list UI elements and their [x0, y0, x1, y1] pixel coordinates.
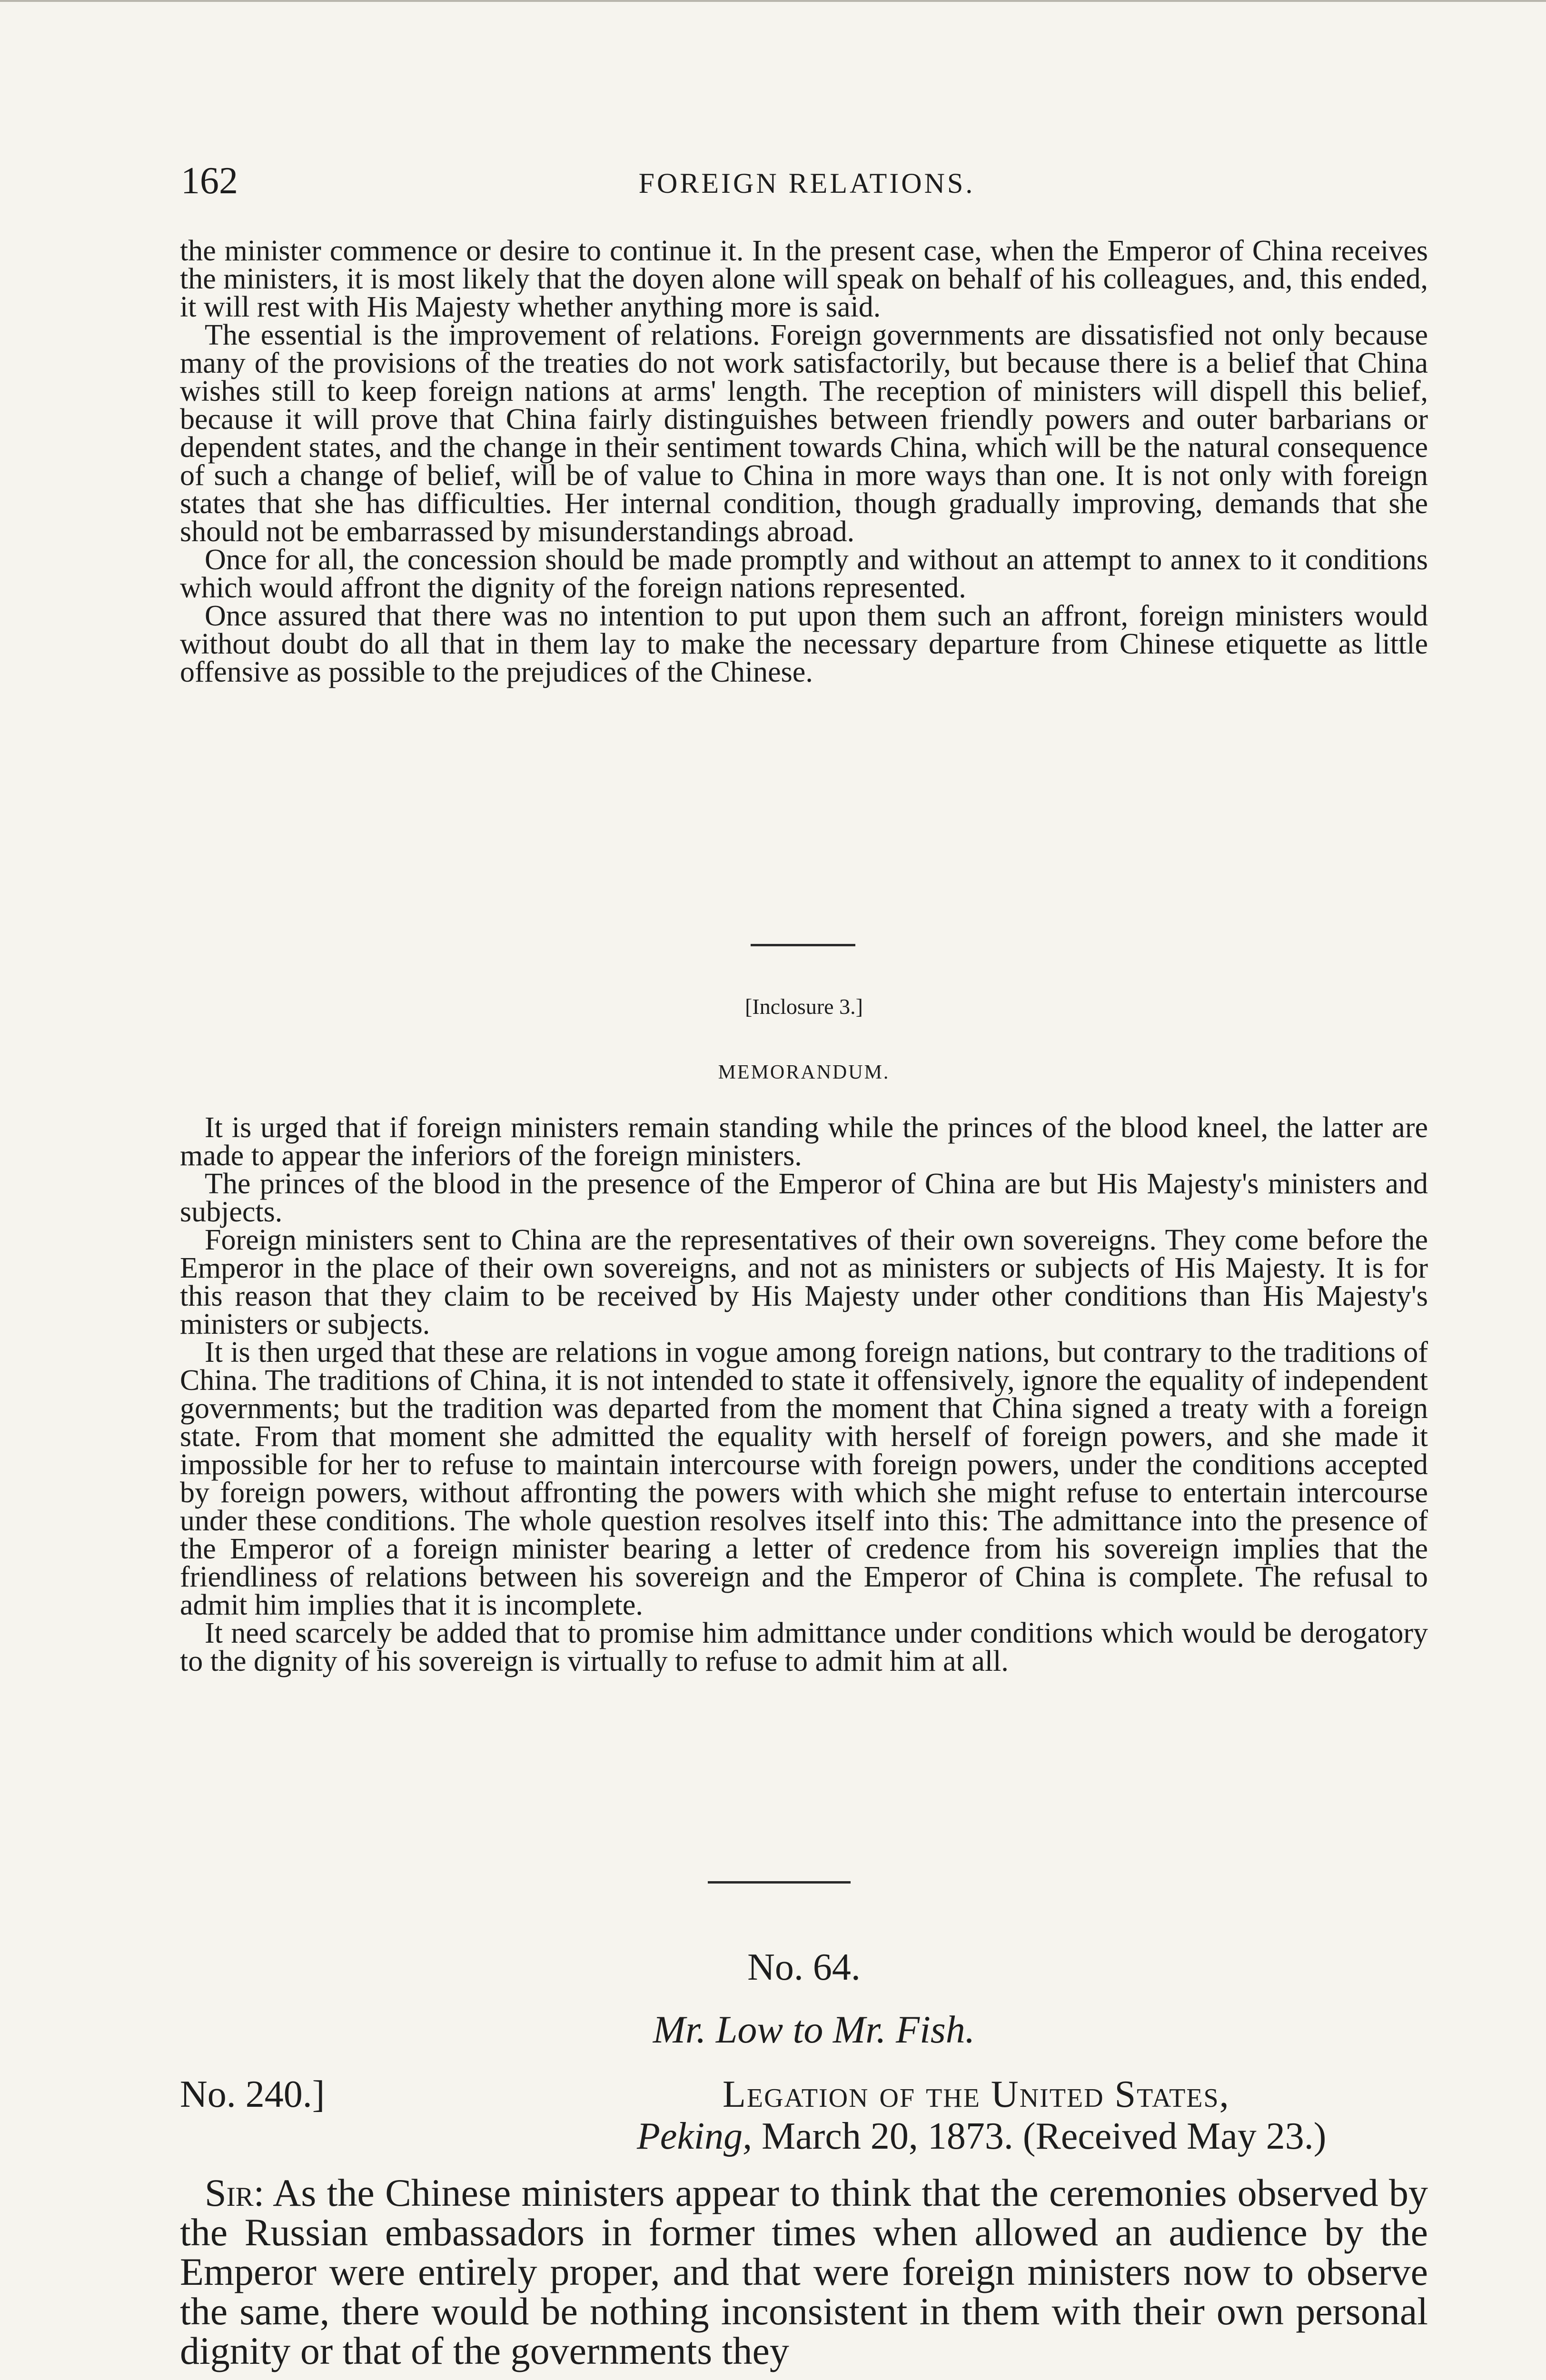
paragraph: It is then urged that these are relations in vogue among foreign nations, but contrary to the traditions of China. The traditions of China, it is not intended to state it offensively, ignore the equality of independent governments; but the tradition was departed from the moment that China signed a treaty with a foreign state. From that moment she admitted the equality with herself of foreign powers, and she made it impossible for her to refuse to maintain intercourse with foreign powers, under the conditions accepted by foreign powers, without affronting the powers with which she might refuse to entertain intercourse under these conditions. The whole question resolves itself into this: The admittance into the presence of the Emperor of a foreign minister bearing a letter of credence from his sovereign implies that the friendliness of relations between his sovereign and the Emperor of China is complete. The refusal to admit him implies that it is incomplete. [180, 1336, 1428, 1621]
page-number: 162 [181, 160, 238, 202]
paragraph: the minister commence or desire to continue it. In the present case, when the Emperor of China receives the ministers, it is most likely that the doyen alone will speak on behalf of his colleagues, and, this ended, it will rest with His Majesty whether anything more is said. [180, 235, 1428, 323]
dateline [180, 2073, 1428, 2159]
paragraph: Once for all, the concession should be made promptly and without an attempt to annex to it conditions which would affront the dignity of the foreign nations represented. [180, 544, 1428, 604]
paragraph: The princes of the blood in the presence of the Emperor of China are but His Majesty's ministers and subjects. [180, 1168, 1428, 1228]
paragraph: It need scarcely be added that to promise him admittance under conditions which would be derogatory to the dignity of his sovereign is virtually to refuse to admit him at all. [180, 1617, 1428, 1677]
legation-heading: Legation of the United States, [723, 2073, 1230, 2115]
paragraph: Once assured that there was no intention to put upon them such an affront, foreign ministers would without doubt do all that in them lay to make the necessary departure from Chinese etiquette as little offensive as possible to the prejudices of the Chinese. [180, 600, 1428, 688]
running-head [181, 157, 1433, 209]
inclosure-label: [Inclosure 3.] [745, 994, 863, 1019]
dispatch-body [180, 2173, 1428, 2370]
section-divider [708, 1881, 851, 1884]
memorandum-text [180, 1111, 1428, 1677]
document-number: No. 64. [747, 1946, 861, 1988]
dispatch-number: No. 240.] [180, 2073, 325, 2115]
section-divider [751, 944, 855, 946]
document-subtitle: Mr. Low to Mr. Fish. [653, 2008, 975, 2051]
page-edge-rule [0, 0, 1546, 2]
paragraph [180, 2173, 1428, 2370]
continued-letter-text [180, 237, 1428, 686]
paragraph: It is urged that if foreign ministers remain standing while the princes of the blood kneel, the latter are made to appear the inferiors of the foreign ministers. [180, 1111, 1428, 1172]
dispatch-date-text: March 20, 1873. (Received May 23.) [762, 2115, 1327, 2157]
dispatch-place: Peking, [637, 2115, 753, 2157]
dispatch-date [637, 2115, 1326, 2158]
running-title: FOREIGN RELATIONS. [638, 168, 975, 199]
memorandum-title: MEMORANDUM. [718, 1061, 890, 1083]
paragraph: The essential is the improvement of relations. Foreign governments are dissatisfied not only because many of the provisions of the treaties do not work satisfactorily, but because there is a belief that China wishes still to keep foreign nations at arms' length. The reception of ministers will dispell this belief, because it will prove that China fairly distinguishes between friendly powers and outer barbarians or dependent states, and the change in their sentiment towards China, which will be the natural consequence of such a change of belief, will be of value to China in more ways than one. It is not only with foreign states that she has difficulties. Her internal condition, though gradually improving, demands that she should not be embarrassed by misunderstandings abroad. [180, 319, 1428, 548]
dispatch-body-text: As the Chinese ministers appear to think that the ceremonies observed by the Russian embassadors in former times when allowed an audience by the Emperor were entirely proper, and that were foreign ministers now to observe the same, there would be nothing inconsistent in them with their own personal dignity or that of the governments they [180, 2171, 1428, 2372]
paragraph: Foreign ministers sent to China are the representatives of their own sovereigns. They come before the Emperor in the place of their own sovereigns, and not as ministers or subjects of His Majesty. It is for this reason that they claim to be received by His Majesty under other conditions than His Majesty's ministers or subjects. [180, 1224, 1428, 1340]
salutation: Sir: [205, 2171, 265, 2214]
